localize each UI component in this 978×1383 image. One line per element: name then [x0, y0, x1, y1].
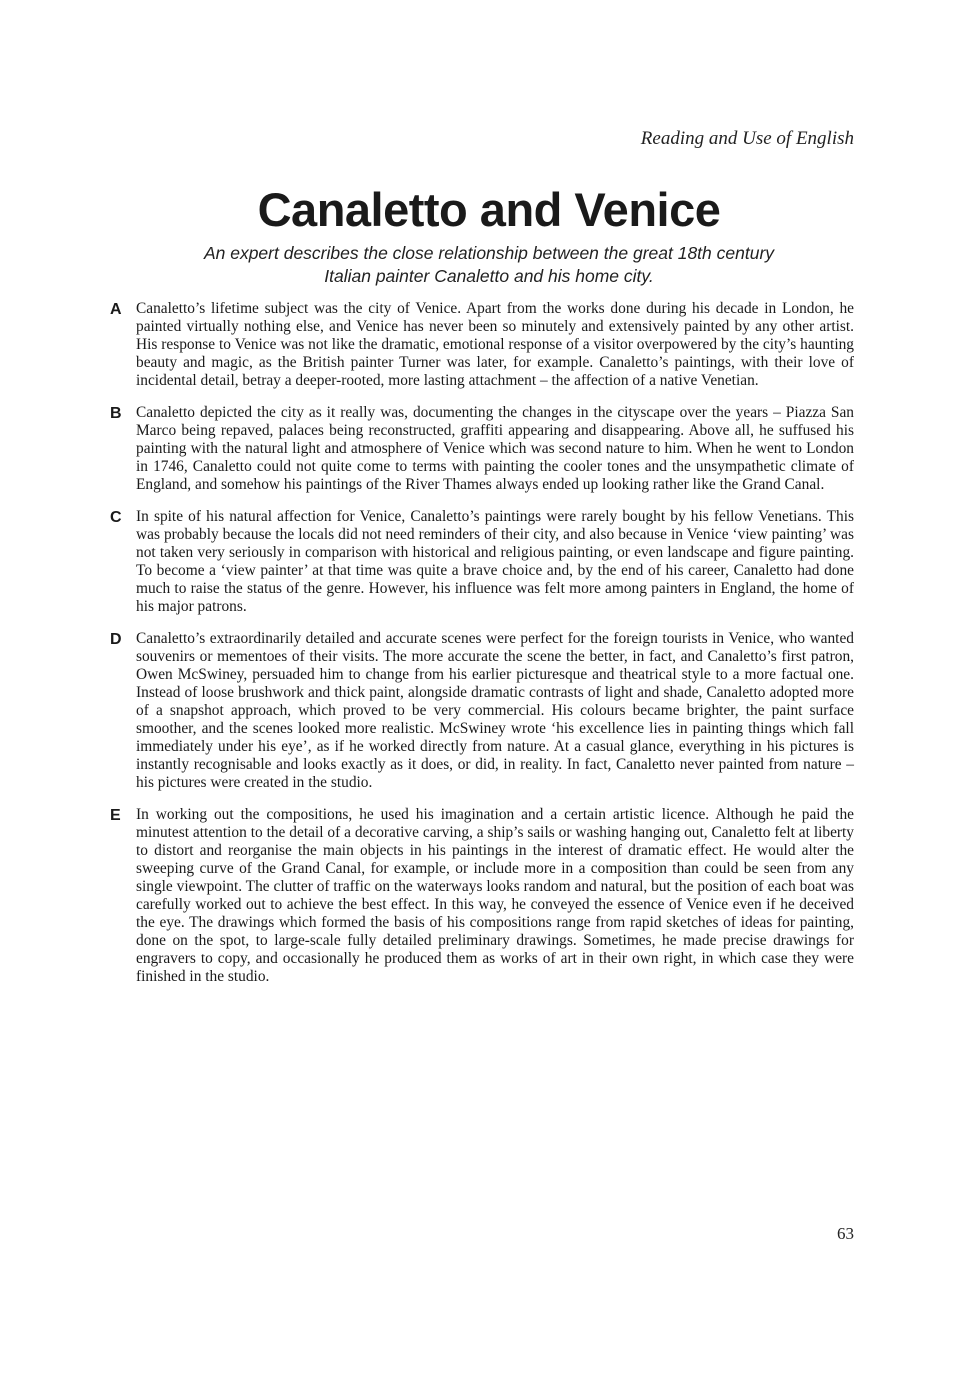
section-text: In working out the compositions, he used his imagination and a certain artistic licence. Although he paid the minutest attention to the detail of a decorative carving, a ship’s sails or washing hanging out, Canaletto felt at liberty to distort and reorganise the main objects in his paintings in the interest of dramatic effect. He would alter the sweeping curve of the Grand Canal, for example, or include more in a composition than could be seen from any single viewpoint. The clutter of traffic on the waterways looks random and natural, but the position of each boat was carefully worked out to achieve the best effect. In this way, he conveyed the essence of Venice even if he deceived the eye. The drawings which formed the basis of his compositions range from rapid sketches of ideas for painting, done on the spot, to large-scale fully detailed preliminary drawings. Sometimes, he made precise drawings for engravers to copy, and occasionally he produced them as works of art in their own right, in which case they were finished in the studio.: [136, 806, 854, 985]
section-letter: C: [110, 509, 122, 526]
section-b: [108, 404, 854, 494]
section-text: Canaletto depicted the city as it really was, documenting the changes in the cityscape over the years – Piazza San Marco being repaved, palaces being reconstructed, graffiti appearing and disappearing. Above all, he suffused his painting with the natural light and atmosphere of Venice which was second nature to him. When he went to London in 1746, Canaletto could not quite come to terms with painting the cooler tones and the unsympathetic climate of England, and somehow his paintings of the River Thames always ended up looking rather like the Grand Canal.: [136, 404, 854, 493]
section-a: [108, 300, 854, 390]
section-d: [108, 630, 854, 792]
section-letter: E: [110, 807, 121, 824]
article-sections: [108, 300, 854, 1000]
section-text: Canaletto’s lifetime subject was the city of Venice. Apart from the works done during his decade in London, he painted virtually nothing else, and Venice has never been so minutely and extensively painted by any other artist. His response to Venice was not like the dramatic, emotional response of a visitor overpowered by the city’s haunting beauty and magic, as the British painter Turner was later, for example. Canaletto’s paintings, with their love of incidental detail, betray a deeper-rooted, more lasting attachment – the affection of a native Venetian.: [136, 300, 854, 389]
section-letter: A: [110, 301, 122, 318]
subtitle-line-2: Italian painter Canaletto and his home city.: [324, 266, 654, 286]
running-head: Reading and Use of English: [640, 128, 854, 149]
section-c: [108, 508, 854, 616]
section-text: In spite of his natural affection for Venice, Canaletto’s paintings were rarely bought by his fellow Venetians. This was probably because the locals did not need reminders of their city, and also because in Venice ‘view painting’ was not taken very seriously in comparison with historical and religious painting, or even landscape and figure painting. To become a ‘view painter’ at that time was quite a brave choice and, by the end of his career, Canaletto had done much to raise the status of the genre. However, his influence was felt more among painters in England, the home of his major patrons.: [136, 508, 854, 615]
page-number: 63: [837, 1224, 854, 1243]
article-subtitle: [170, 242, 808, 288]
section-letter: D: [110, 631, 122, 648]
section-letter: B: [110, 405, 122, 422]
article-title: Canaletto and Venice: [257, 183, 721, 236]
section-text: Canaletto’s extraordinarily detailed and accurate scenes were perfect for the foreign tourists in Venice, who wanted souvenirs or mementoes of their visits. The more accurate the scene the better, in fact, and Canaletto’s first patron, Owen McSwiney, persuaded him to change from his earlier picturesque and theatrical style to a more factual one. Instead of loose brushwork and thick paint, alongside dramatic contrasts of light and shade, Canaletto adopted more of a snapshot approach, which proved to be very commercial. His colours became brighter, the paint surface smoother, and the scenes looked more realistic. McSwiney wrote ‘his excellence lies in painting things which fall immediately under his eye’, as if he worked directly from nature. At a casual glance, everything in his pictures is instantly recognisable and looks exactly as it does, or did, in reality. In fact, Canaletto never painted from nature – his pictures were created in the studio.: [136, 630, 854, 791]
subtitle-line-1: An expert describes the close relationship between the great 18th century: [203, 243, 775, 263]
section-e: [108, 806, 854, 986]
